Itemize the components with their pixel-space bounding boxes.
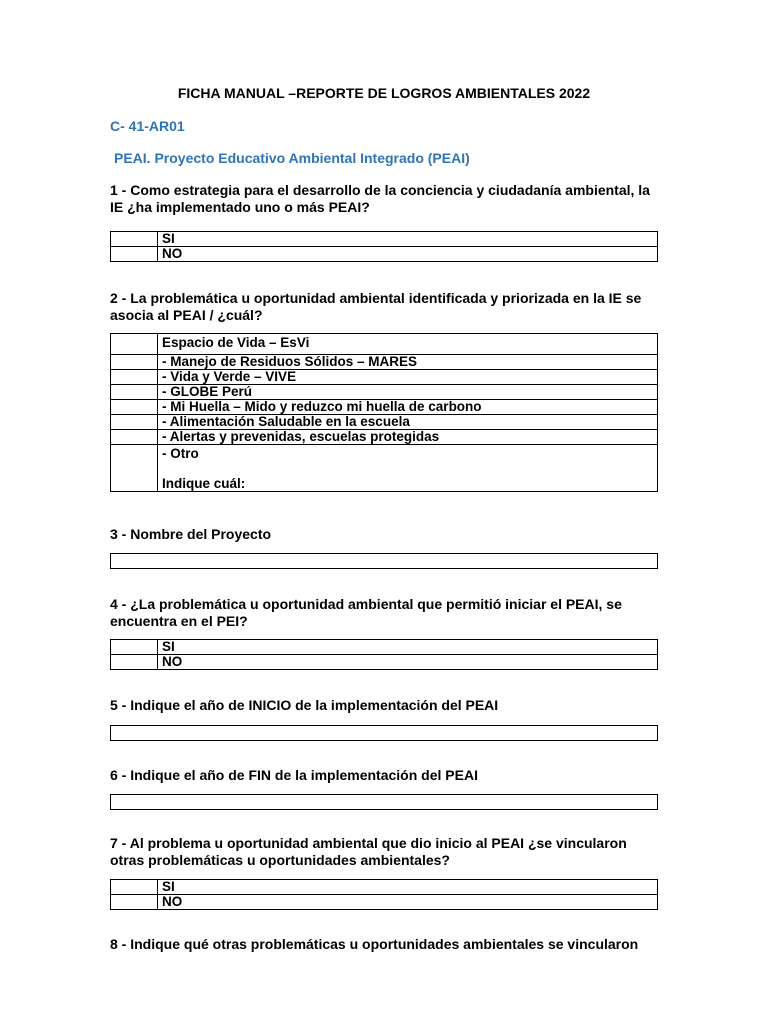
option-row: [111, 445, 658, 492]
option-checkbox-otro[interactable]: [111, 445, 158, 492]
question-4-options: [110, 639, 658, 670]
option-checkbox-mares[interactable]: [111, 355, 158, 370]
option-checkbox-no[interactable]: [111, 247, 158, 262]
option-label: NO: [158, 247, 658, 262]
option-row: [111, 400, 658, 415]
option-label: SI: [158, 880, 658, 895]
question-1-line-2: IE ¿ha implementado uno o más PEAI?: [110, 199, 370, 215]
question-4-line-2: encuentra en el PEI?: [110, 613, 248, 629]
question-7-options: [110, 879, 658, 910]
project-name-field[interactable]: [110, 553, 658, 569]
question-2-options: [110, 333, 658, 492]
option-row: [111, 370, 658, 385]
option-checkbox-esvi[interactable]: [111, 334, 158, 355]
option-checkbox-no[interactable]: [111, 655, 158, 670]
question-1: [110, 182, 670, 216]
option-checkbox-si[interactable]: [111, 640, 158, 655]
form-code: C- 41-AR01: [110, 118, 185, 134]
question-2-line-1: 2 - La problemática u oportunidad ambiental identificada y priorizada en la IE se: [110, 290, 642, 306]
option-row: [111, 247, 658, 262]
section-subtitle: PEAI. Proyecto Educativo Ambiental Integrado (PEAI): [114, 150, 470, 166]
other-prompt: Indique cuál:: [162, 476, 246, 491]
option-checkbox-vive[interactable]: [111, 370, 158, 385]
option-label: SI: [158, 232, 658, 247]
option-other-cell[interactable]: [158, 445, 658, 492]
question-8: 8 - Indique qué otras problemáticas u oportunidades ambientales se vincularon: [110, 936, 639, 952]
option-row: [111, 655, 658, 670]
option-checkbox-alertas[interactable]: [111, 430, 158, 445]
option-row: [111, 232, 658, 247]
option-label: - Mi Huella – Mido y reduzco mi huella de carbono: [158, 400, 658, 415]
option-row: [111, 430, 658, 445]
option-checkbox-si[interactable]: [111, 232, 158, 247]
option-label: - Alimentación Saludable en la escuela: [158, 415, 658, 430]
question-2: [110, 290, 670, 324]
option-checkbox-alimentacion[interactable]: [111, 415, 158, 430]
option-label: Espacio de Vida – EsVi: [158, 334, 658, 355]
question-3: 3 - Nombre del Proyecto: [110, 526, 272, 542]
question-6: 6 - Indique el año de FIN de la implementación del PEAI: [110, 767, 478, 783]
option-checkbox-si[interactable]: [111, 880, 158, 895]
option-row: [111, 385, 658, 400]
option-label: - Otro: [162, 446, 199, 461]
question-7-line-1: 7 - Al problema u oportunidad ambiental que dio inicio al PEAI ¿se vincularon: [110, 835, 627, 851]
option-checkbox-globe[interactable]: [111, 385, 158, 400]
option-label: SI: [158, 640, 658, 655]
option-label: - Vida y Verde – VIVE: [158, 370, 658, 385]
option-label: - Manejo de Residuos Sólidos – MARES: [158, 355, 658, 370]
question-7-line-2: otras problemáticas u oportunidades ambientales?: [110, 852, 450, 868]
option-label: - Alertas y prevenidas, escuelas protegidas: [158, 430, 658, 445]
page-title: FICHA MANUAL –REPORTE DE LOGROS AMBIENTALES 2022: [177, 85, 591, 101]
question-1-line-1: 1 - Como estrategia para el desarrollo de la conciencia y ciudadanía ambiental, la: [110, 182, 650, 198]
question-5: 5 - Indique el año de INICIO de la implementación del PEAI: [110, 697, 499, 713]
question-2-line-2: asocia al PEAI / ¿cuál?: [110, 307, 263, 323]
question-4-line-1: 4 - ¿La problemática u oportunidad ambiental que permitió iniciar el PEAI, se: [110, 596, 622, 612]
question-4: [110, 596, 670, 630]
end-year-field[interactable]: [110, 794, 658, 810]
question-1-options: [110, 231, 658, 262]
option-label: NO: [158, 655, 658, 670]
option-row: [111, 640, 658, 655]
option-row: [111, 355, 658, 370]
option-row: [111, 334, 658, 355]
option-label: - GLOBE Perú: [158, 385, 658, 400]
option-checkbox-mi-huella[interactable]: [111, 400, 158, 415]
option-checkbox-no[interactable]: [111, 895, 158, 910]
option-label: NO: [158, 895, 658, 910]
start-year-field[interactable]: [110, 725, 658, 741]
option-row: [111, 415, 658, 430]
option-row: [111, 895, 658, 910]
option-row: [111, 880, 658, 895]
question-7: [110, 835, 670, 869]
